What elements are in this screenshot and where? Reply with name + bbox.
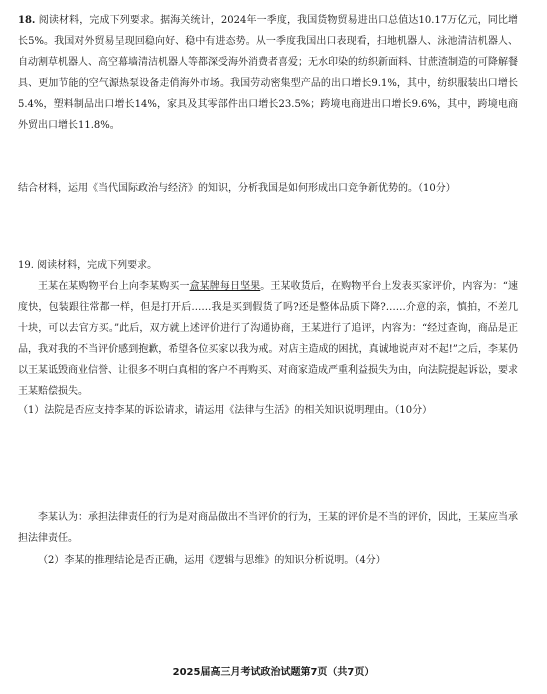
material-text-rest: 。王某收货后，在购物平台上发表买家评价，内容为：“速度快，包装跟往常都一样，但是打开后……我是买到假货了吗?还是整体品质下降?……介意的亲，慎拍，不差几十块，可以去官方买。”此后，双方就上述评价进行了沟通协商，王某进行了追评，内容为：“经过查询，商品是正品，我对我的不当评价感到抱歉，希望各位买家以我为戒。对店主造成的困扰，真诚地说声对不起!”之后，李某仍以王某诋毁商业信誉、让很多不明白真相的客户不再购买、对商家造成严重利益损失为由，向法院提起诉讼，要求王某赔偿损失。 — [18, 281, 519, 397]
question-18-body: 阅读材料，完成下列要求。据海关统计，2024年一季度，我国货物贸易进出口总值达10.17万亿元，同比增长5%。我国对外贸易呈现回稳向好、稳中有进态势。从一季度我国出口表现看，扫地机器人、泳池清洁机器人、自动割草机器人、高空幕墙清洁机器人等都深受海外消费者喜爱；无水印染的纺织新面料、甘蔗渣制造的可降解餐具、更加节能的空气源热泵设备走俏海外市场。我国劳动密集型产品的出口增长9.1%，其中，纺织服装出口增长5.4%，塑料制品出口增长14%，家具及其零部件出口增长23.5%；跨境电商进出口增长9.6%，其中，跨境电商外贸出口增长11.8%。 — [18, 15, 519, 131]
question-18-material — [18, 10, 518, 136]
question-19-subquestion-1: （1）法院是否应支持李某的诉讼请求，请运用《法律与生活》的相关知识说明理由。（10分） — [18, 405, 433, 416]
question-19-subquestion-2: （2）李某的推理结论是否正确，运用《逻辑与思维》的知识分析说明。（4分） — [38, 555, 386, 566]
question-19-material-2: 李某认为：承担法律责任的行为是对商品做出不当评价的行为，王某的评价是不当的评价，因此，王某应当承担法律责任。 — [18, 512, 518, 544]
question-18-number: 18. — [18, 15, 36, 26]
page-footer: 2025届高三月考试政治试题第7页（共7页） — [172, 667, 375, 678]
material-text-start: 王某在某购物平台上向李某购买一 — [38, 281, 190, 292]
product-underlined: 盒某牌每日坚果 — [189, 281, 261, 292]
question-18-task: 结合材料，运用《当代国际政治与经济》的知识，分析我国是如何形成出口竞争新优势的。（10分） — [18, 183, 456, 194]
question-19-intro: 阅读材料，完成下列要求。 — [37, 260, 158, 271]
question-19-number: 19. — [18, 260, 34, 271]
question-19-heading — [18, 255, 518, 276]
question-19-material — [18, 276, 518, 402]
